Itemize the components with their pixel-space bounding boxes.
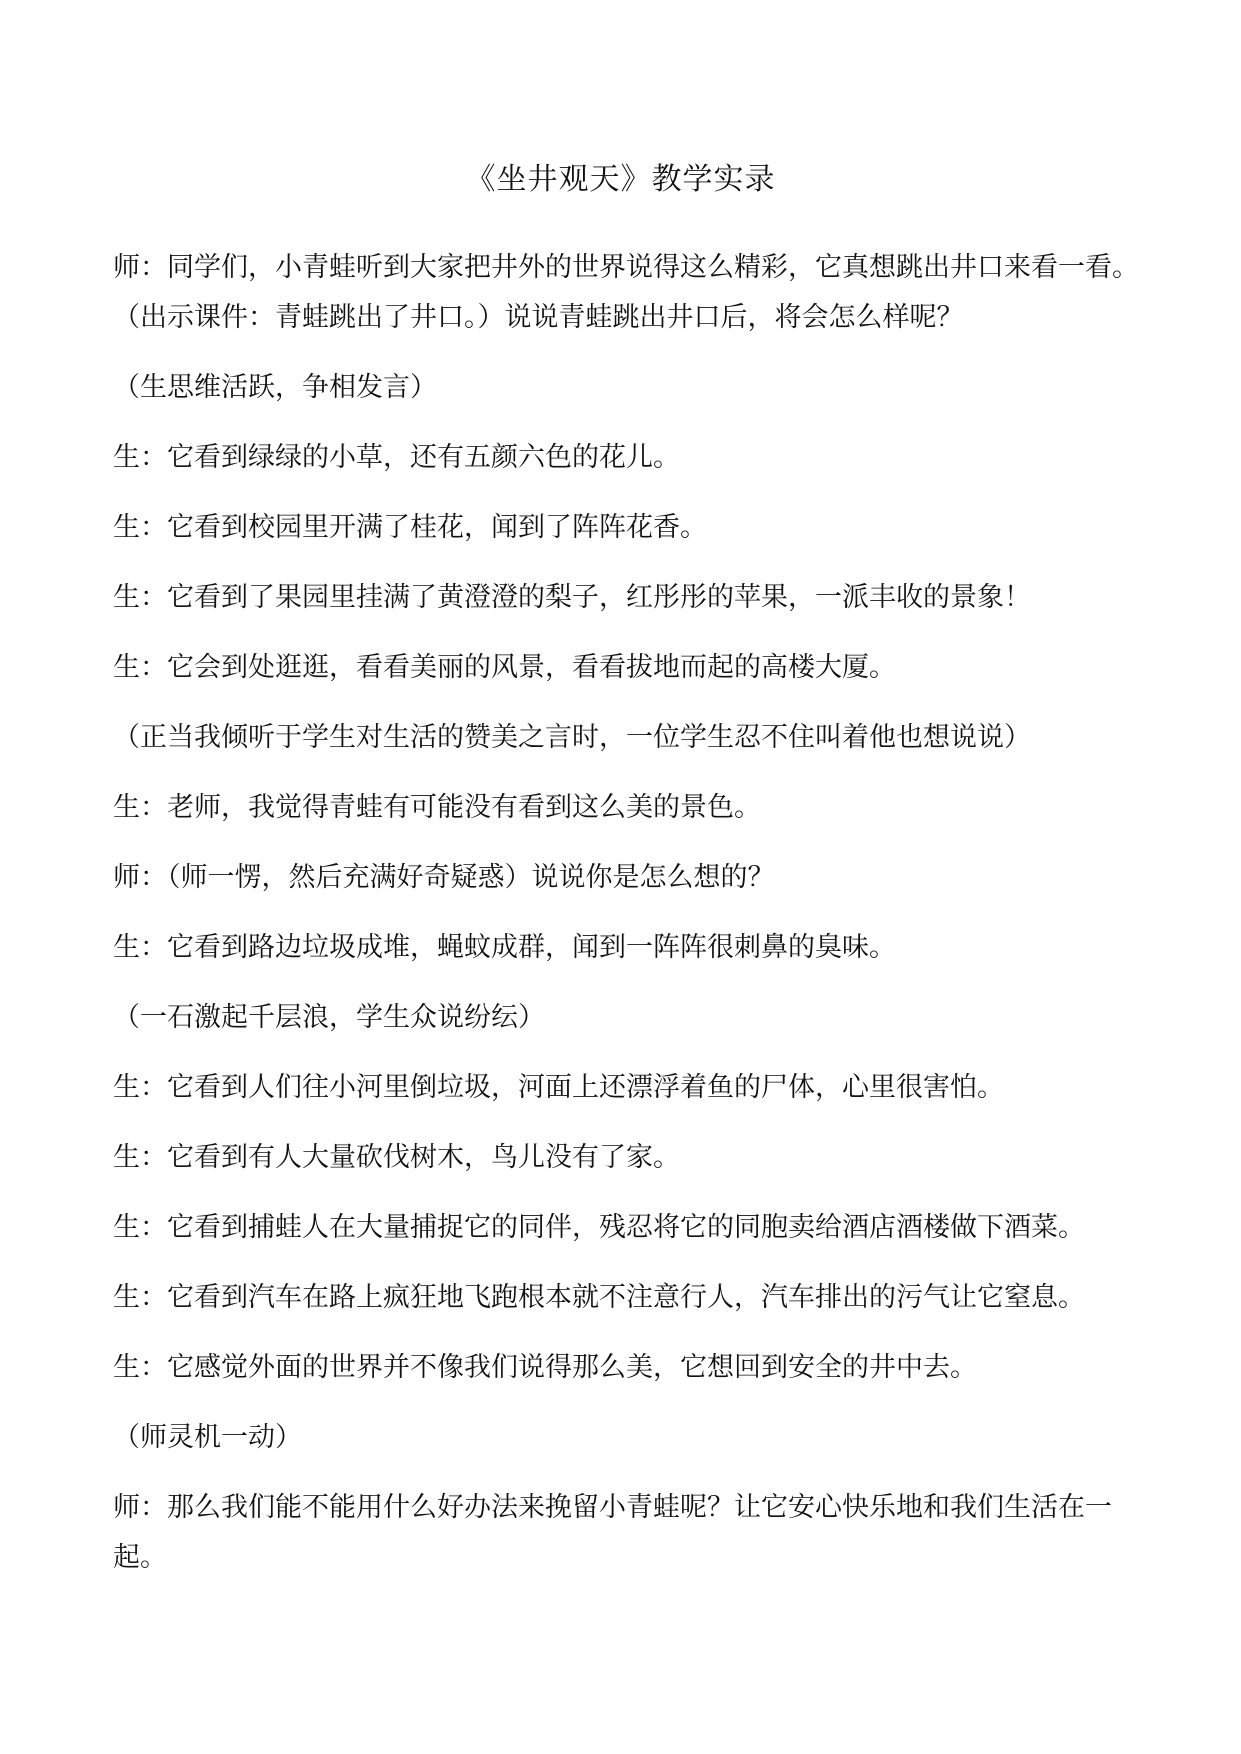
paragraph: 生：它看到人们往小河里倒垃圾，河面上还漂浮着鱼的尸体，心里很害怕。 (113, 1072, 1004, 1103)
paragraph: （生思维活跃，争相发言） (113, 372, 437, 403)
paragraph: 生：它看到捕蛙人在大量捕捉它的同伴，残忍将它的同胞卖给酒店酒楼做下酒菜。 (113, 1212, 1085, 1243)
paragraph: 生：它会到处逛逛，看看美丽的风景，看看拔地而起的高楼大厦。 (113, 652, 896, 683)
paragraph: （师灵机一动） (113, 1422, 302, 1453)
paragraph: 生：它看到绿绿的小草，还有五颜六色的花儿。 (113, 442, 680, 473)
paragraph: 生：它看到校园里开满了桂花，闻到了阵阵花香。 (113, 512, 707, 543)
paragraph: 生：它看到路边垃圾成堆，蝇蚊成群，闻到一阵阵很刺鼻的臭味。 (113, 932, 896, 963)
paragraph: 师：同学们，小青蛙听到大家把井外的世界说得这么精彩，它真想跳出井口来看一看。（出示课件：青蛙跳出了井口。）说说青蛙跳出井口后，将会怎么样呢？ (113, 252, 1139, 333)
paragraph: 师：那么我们能不能用什么好办法来挽留小青蛙呢？让它安心快乐地和我们生活在一起。 (113, 1492, 1112, 1573)
paragraph: （一石激起千层浪，学生众说纷纭） (113, 1002, 545, 1033)
document-title: 《坐井观天》教学实录 (465, 162, 776, 197)
paragraph: 生：老师，我觉得青蛙有可能没有看到这么美的景色。 (113, 792, 761, 823)
paragraph: （正当我倾听于学生对生活的赞美之言时，一位学生忍不住叫着他也想说说） (113, 722, 1031, 753)
paragraph: 师：（师一愣，然后充满好奇疑惑）说说你是怎么想的？ (113, 862, 775, 893)
paragraph: 生：它看到有人大量砍伐树木，鸟儿没有了家。 (113, 1142, 680, 1173)
paragraph: 生：它感觉外面的世界并不像我们说得那么美，它想回到安全的井中去。 (113, 1352, 977, 1383)
paragraph: 生：它看到了果园里挂满了黄澄澄的梨子，红彤彤的苹果，一派丰收的景象！ (113, 582, 1031, 613)
paragraph: 生：它看到汽车在路上疯狂地飞跑根本就不注意行人，汽车排出的污气让它窒息。 (113, 1282, 1085, 1313)
document-body (113, 243, 1143, 1603)
